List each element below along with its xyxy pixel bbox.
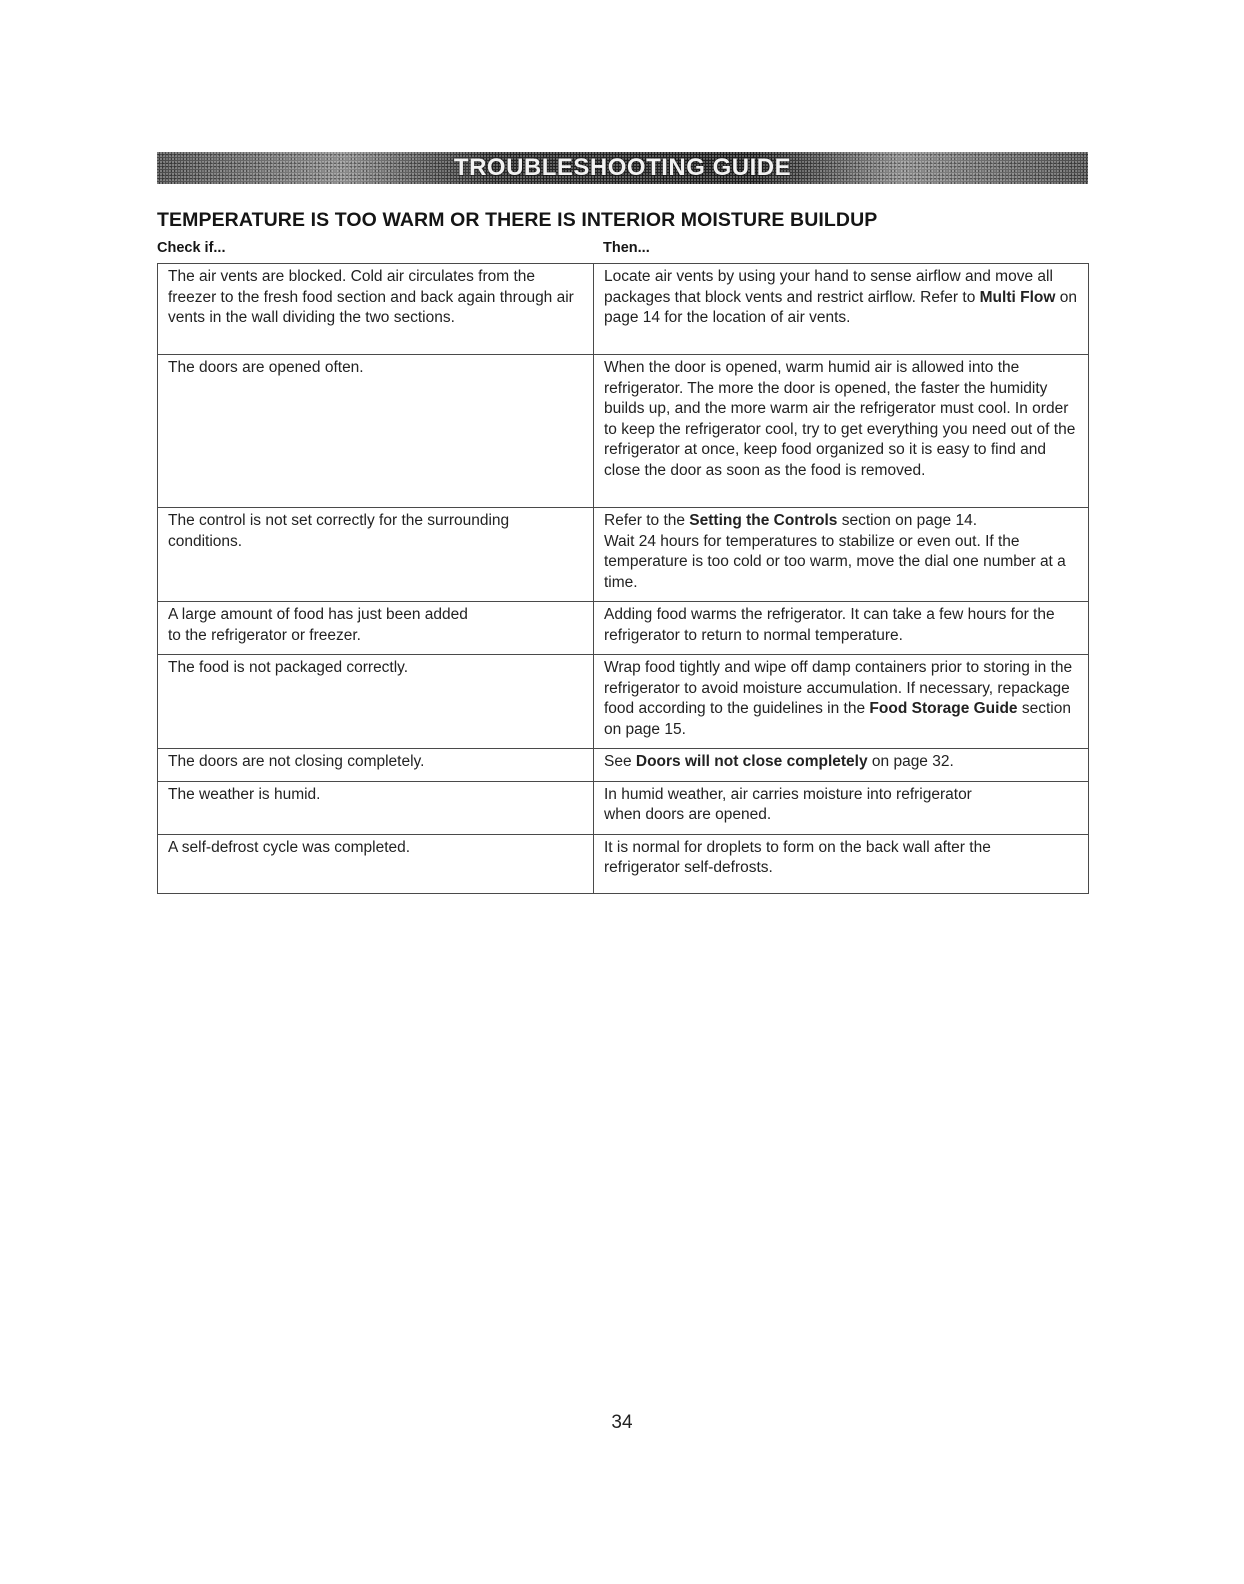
table-row: [158, 264, 1089, 355]
then-cell: [594, 264, 1089, 355]
check-cell: [158, 602, 594, 655]
then-cell: [594, 508, 1089, 602]
check-cell: [158, 781, 594, 834]
then-text: When the door is opened, warm humid air is allowed into the refrigerator. The more the door is opened, the faster the humidity builds up, and the more warm air the refrigerator must cool. In order to keep the refrigerator cool, try to get everything you need out of the refrigerator at once, keep food organized so it is easy to find and close the door as soon as the food is removed.: [604, 359, 1076, 479]
then-cell: [594, 781, 1089, 834]
then-text: on page 32.: [867, 753, 954, 770]
check-cell: [158, 655, 594, 749]
then-cell: [594, 834, 1089, 893]
check-cell: [158, 749, 594, 782]
then-text: See: [604, 753, 636, 770]
check-column-header: Check if...: [157, 240, 226, 256]
then-cell: [594, 749, 1089, 782]
check-cell: [158, 264, 594, 355]
page-number: 34: [611, 1412, 633, 1433]
then-cell: [594, 655, 1089, 749]
then-cell: [594, 355, 1089, 508]
then-bold-text: Setting the Controls: [689, 512, 838, 529]
check-text: The doors are not closing completely.: [168, 753, 425, 770]
then-text: Wrap food tightly and wipe off damp containers prior to storing in the refrigerator to avoid moisture accumulation. If necessary, repackage food according to the guidelines in the: [604, 659, 1073, 717]
check-text: The control is not set correctly for the surrounding conditions.: [168, 512, 510, 550]
table-row: [158, 508, 1089, 602]
then-text: It is normal for droplets to form on the back wall after the refrigerator self-defrosts.: [604, 838, 991, 876]
then-text: Refer to the: [604, 512, 690, 529]
then-text: section on page 15.: [604, 700, 1071, 738]
table-row: [158, 781, 1089, 834]
then-bold-text: Doors will not close completely: [635, 753, 868, 770]
table-row: [158, 602, 1089, 655]
section-title: TEMPERATURE IS TOO WARM OR THERE IS INTERIOR MOISTURE BUILDUP: [157, 209, 878, 231]
troubleshooting-table: [157, 263, 1089, 894]
check-cell: [158, 355, 594, 508]
banner-title: TROUBLESHOOTING GUIDE: [453, 154, 792, 181]
check-cell: [158, 834, 594, 893]
then-column-header: Then...: [603, 240, 650, 256]
check-text: The air vents are blocked. Cold air circulates from the freezer to the fresh food section and back again through air vents in the wall dividing the two sections.: [168, 268, 574, 326]
banner: [157, 152, 1088, 184]
then-text: on page 14 for the location of air vents.: [604, 288, 1077, 326]
then-bold-text: Food Storage Guide: [869, 700, 1018, 717]
table-row: [158, 834, 1089, 893]
table-row: [158, 655, 1089, 749]
check-text: A self-defrost cycle was completed.: [168, 838, 411, 856]
then-text: Locate air vents by using your hand to sense airflow and move all packages that block vents and restrict airflow. Refer to: [604, 268, 1053, 306]
then-cell: [594, 602, 1089, 655]
table-row: [158, 355, 1089, 508]
then-bold-text: Multi Flow: [979, 288, 1056, 306]
check-text: A large amount of food has just been added to the refrigerator or freezer.: [168, 606, 468, 644]
check-text: The weather is humid.: [168, 785, 321, 803]
check-text: The food is not packaged correctly.: [168, 659, 409, 676]
then-text: In humid weather, air carries moisture into refrigerator when doors are opened.: [604, 785, 972, 823]
check-cell: [158, 508, 594, 602]
then-text: Adding food warms the refrigerator. It can take a few hours for the refrigerator to return to normal temperature.: [604, 606, 1055, 644]
table-row: [158, 749, 1089, 782]
check-text: The doors are opened often.: [168, 359, 364, 376]
then-text: section on page 14. Wait 24 hours for temperatures to stabilize or even out. If the temperature is too cold or too warm, move the dial one number at a time.: [604, 512, 1066, 591]
